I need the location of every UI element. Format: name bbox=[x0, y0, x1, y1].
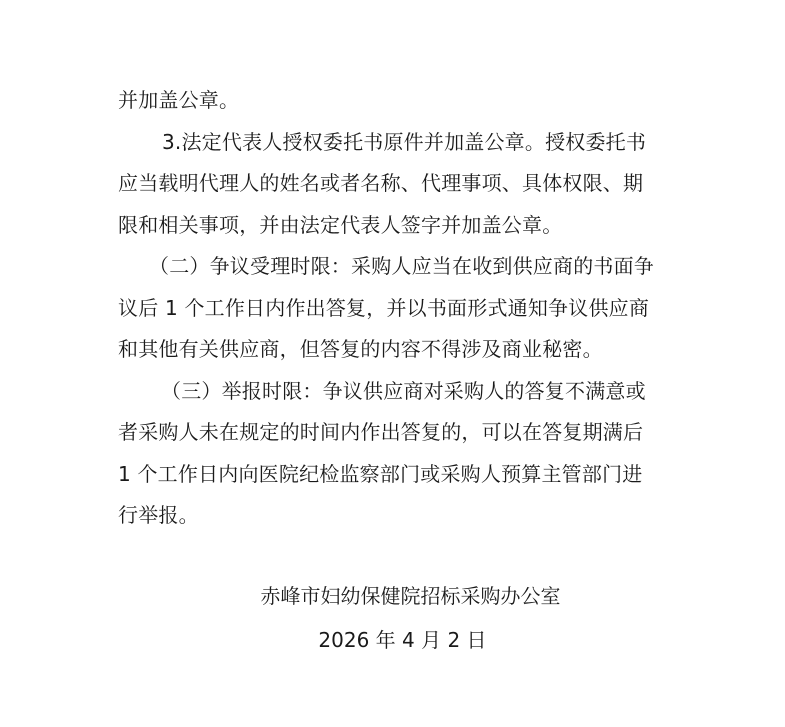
signature-office: 赤峰市妇幼保健院招标采购办公室 bbox=[260, 584, 561, 608]
text-line: 3.法定代表人授权委托书原件并加盖公章。授权委托书 bbox=[162, 129, 647, 154]
text-line: 1 个工作日内向医院纪检监察部门或采购人预算主管部门进 bbox=[118, 461, 643, 486]
text-line: 限和相关事项，并由法定代表人签字并加盖公章。 bbox=[118, 212, 563, 237]
text-line: 应当载明代理人的姓名或者名称、代理事项、具体权限、期 bbox=[118, 171, 644, 195]
text-line: 和其他有关供应商，但答复的内容不得涉及商业秘密。 bbox=[118, 337, 603, 361]
text-line: （二）争议受理时限：采购人应当在收到供应商的书面争 bbox=[149, 254, 654, 278]
text-line: 议后 1 个工作日内作出答复，并以书面形式通知争议供应商 bbox=[118, 295, 650, 320]
signature-date: 2026 年 4 月 2 日 bbox=[318, 628, 487, 652]
text-line: 行举报。 bbox=[118, 503, 199, 527]
text-line: （三）举报时限：争议供应商对采购人的答复不满意或 bbox=[161, 378, 646, 403]
text-line: 并加盖公章。 bbox=[118, 88, 240, 112]
document-body bbox=[118, 80, 678, 537]
text-line: 者采购人未在规定的时间内作出答复的，可以在答复期满后 bbox=[118, 420, 644, 444]
